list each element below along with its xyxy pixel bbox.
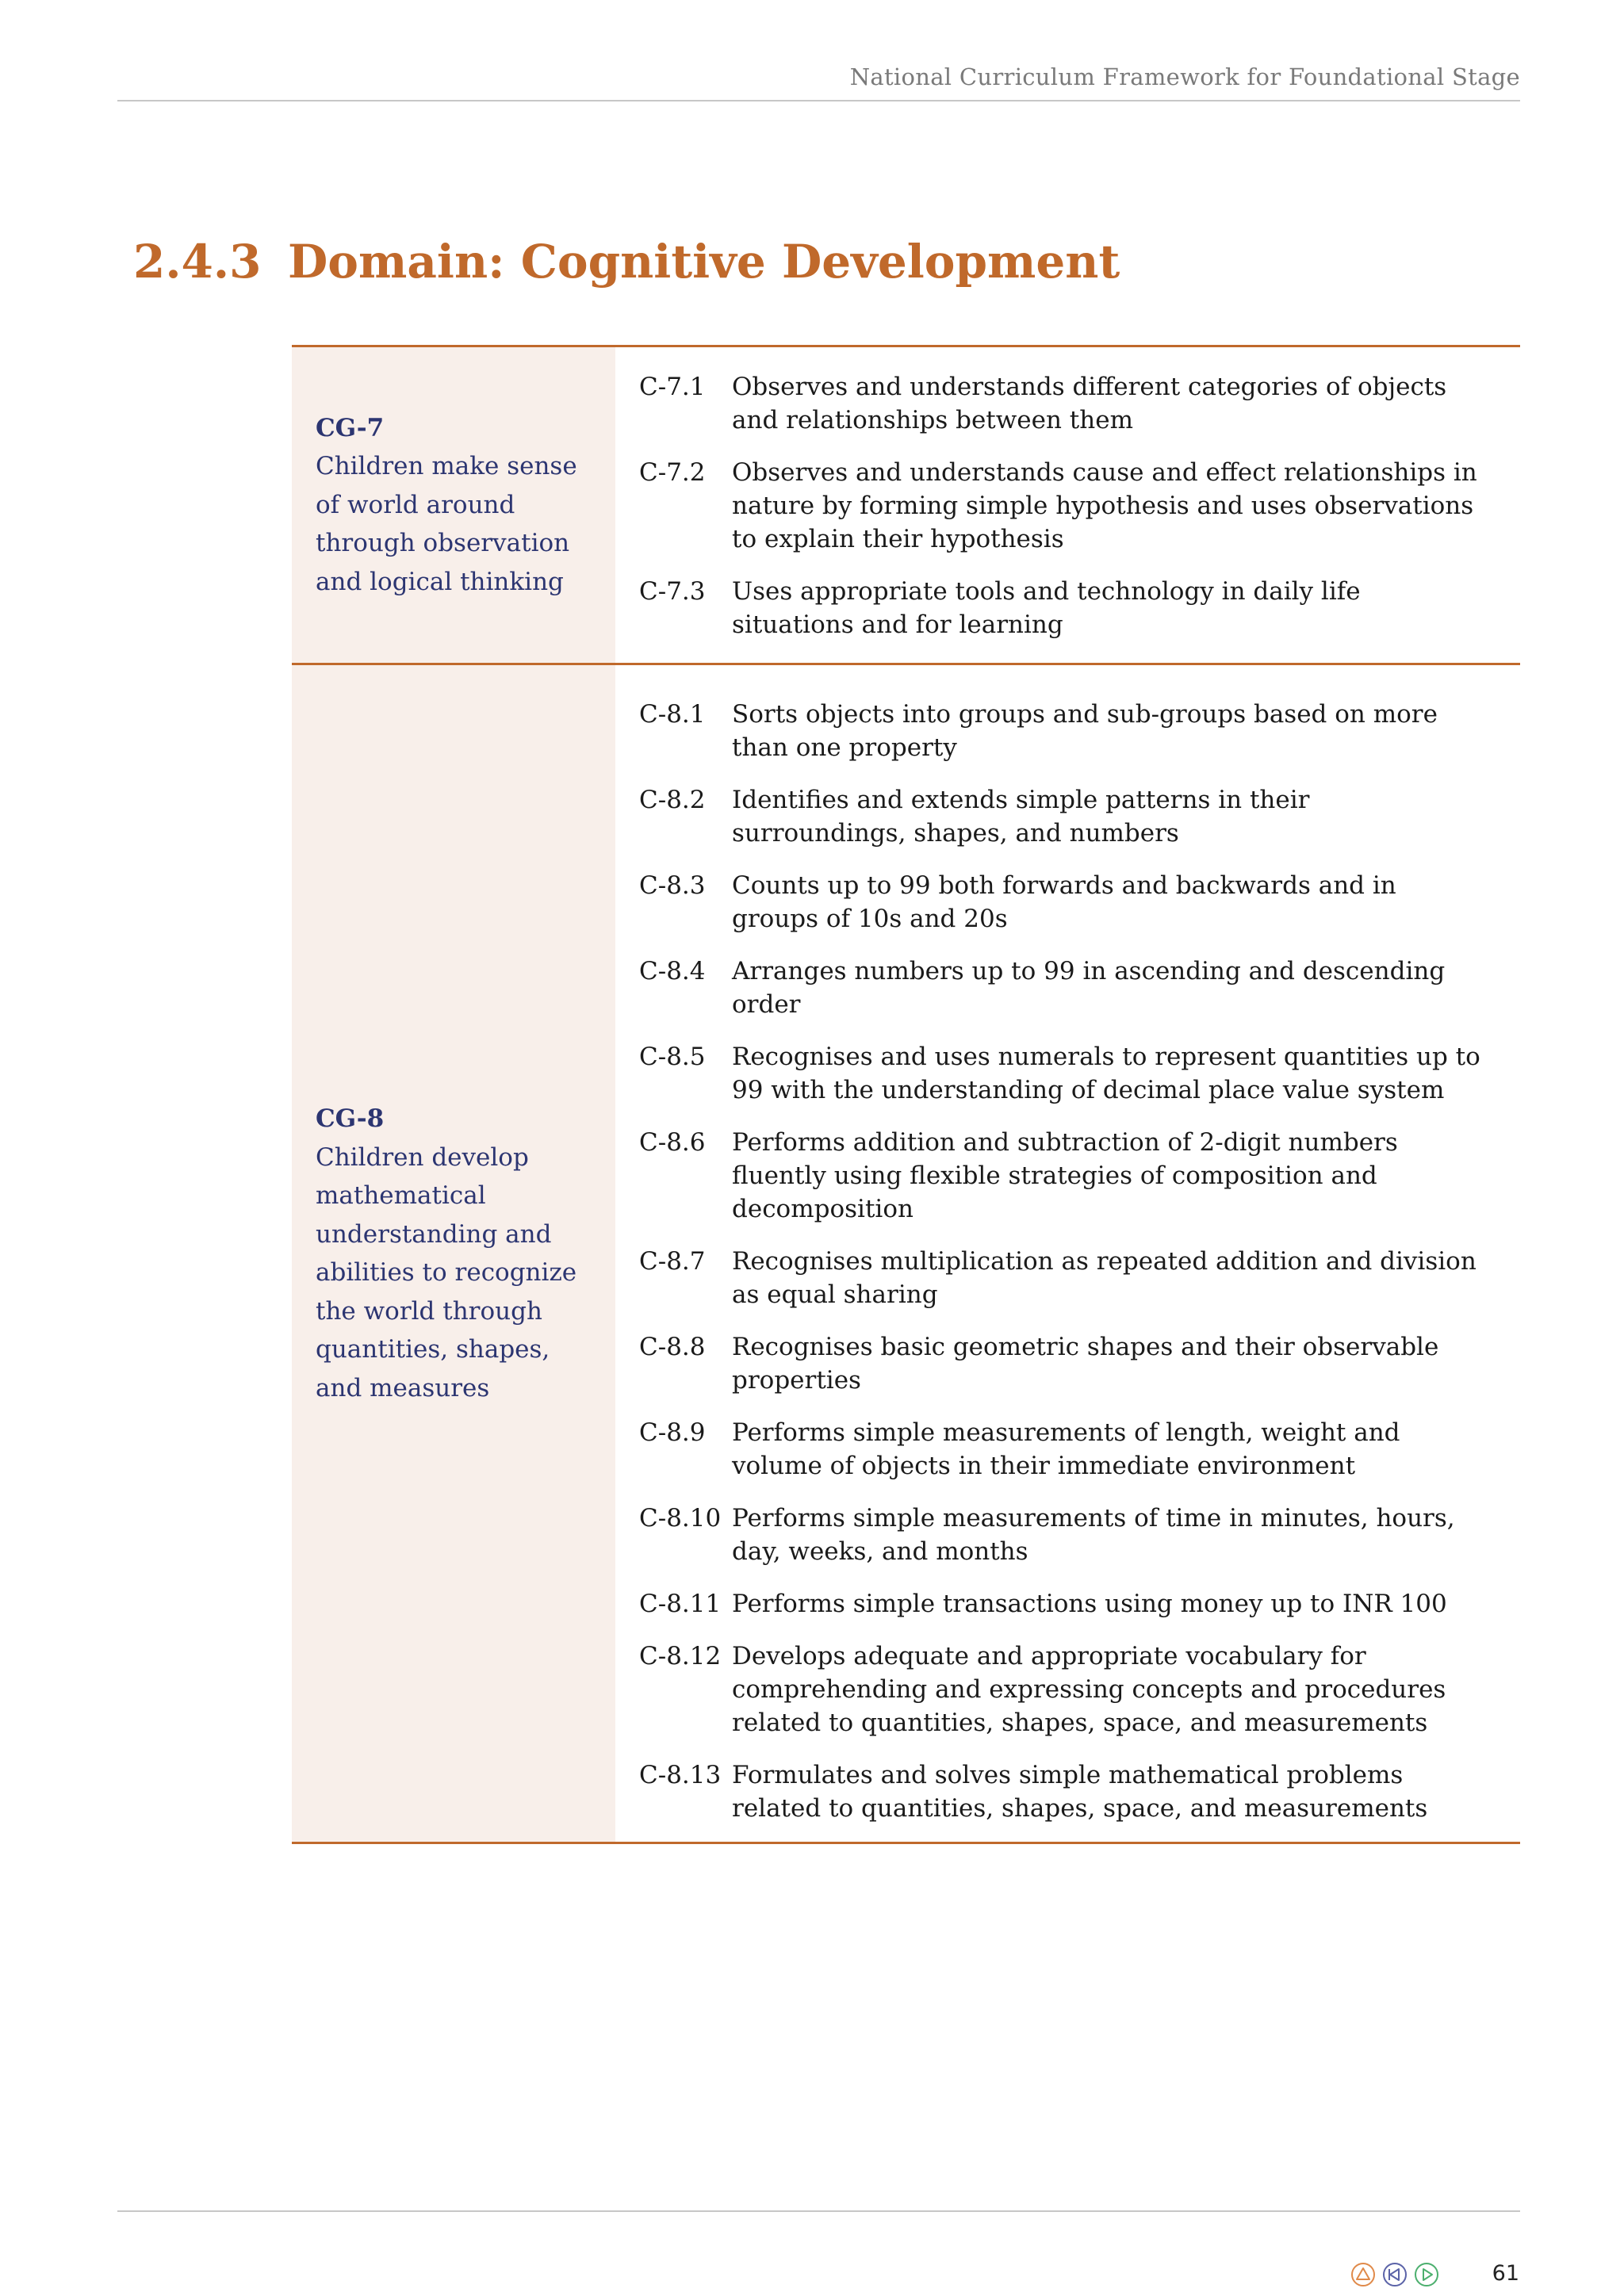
competency-item bbox=[639, 1330, 1520, 1397]
competency-text: Identifies and extends simple patterns in their surroundings, shapes, and numbers bbox=[732, 786, 1310, 848]
competency-text: Recognises and uses numerals to represent quantities up to 99 with the understanding of decimal place value system bbox=[732, 1043, 1480, 1104]
competency-code: C-8.2 bbox=[639, 786, 706, 814]
goal-text-line: Children develop bbox=[316, 1142, 529, 1172]
competency-text: Observes and understands cause and effect relationships in nature by forming simple hypothesis and uses observations to explain their hypothesis bbox=[732, 458, 1477, 553]
competency-item bbox=[639, 1416, 1520, 1483]
goal-text-line: and measures bbox=[316, 1373, 490, 1402]
goal-text-line: of world around bbox=[316, 490, 515, 519]
competency-code: C-8.5 bbox=[639, 1043, 706, 1071]
competency-code: C-7.1 bbox=[639, 373, 706, 401]
competency-item bbox=[639, 456, 1520, 556]
competency-text: Develops adequate and appropriate vocabulary for comprehending and expressing concepts and procedures related to quantities, shapes, space, and measurements bbox=[732, 1642, 1446, 1737]
competency-item bbox=[639, 783, 1520, 850]
goal-text-line: quantities, shapes, bbox=[316, 1335, 550, 1364]
competency-text: Uses appropriate tools and technology in daily life situations and for learning bbox=[732, 577, 1361, 639]
competency-item bbox=[639, 1040, 1520, 1107]
competency-text: Recognises basic geometric shapes and their observable properties bbox=[732, 1333, 1439, 1395]
competency-item bbox=[639, 1126, 1520, 1226]
running-title: National Curriculum Framework for Foundational Stage bbox=[849, 63, 1520, 90]
competency-text: Recognises multiplication as repeated addition and division as equal sharing bbox=[732, 1247, 1477, 1309]
competency-code: C-8.11 bbox=[639, 1590, 722, 1618]
competency-code: C-8.6 bbox=[639, 1128, 706, 1157]
competency-code: C-8.4 bbox=[639, 957, 706, 985]
section-heading bbox=[133, 235, 1120, 289]
goal-cell bbox=[292, 665, 615, 1842]
competency-item bbox=[639, 1640, 1520, 1739]
competency-item bbox=[639, 955, 1520, 1021]
goal-text-line: and logical thinking bbox=[316, 567, 564, 596]
competency-code: C-8.8 bbox=[639, 1333, 706, 1361]
competency-code: C-8.1 bbox=[639, 700, 706, 729]
competency-code: C-8.7 bbox=[639, 1247, 706, 1276]
goal-code: CG-7 bbox=[316, 413, 385, 442]
competency-text: Sorts objects into groups and sub-groups based on more than one property bbox=[732, 700, 1438, 762]
competency-text: Performs simple transactions using money up to INR 100 bbox=[732, 1590, 1447, 1618]
goal-text-line: through observation bbox=[316, 529, 570, 558]
competency-code: C-7.2 bbox=[639, 458, 706, 487]
competency-item bbox=[639, 869, 1520, 936]
goal-text-line: mathematical bbox=[316, 1181, 486, 1210]
competency-text: Arranges numbers up to 99 in ascending and descending order bbox=[732, 957, 1446, 1019]
competency-text: Formulates and solves simple mathematical problems related to quantities, shapes, space, and measurements bbox=[732, 1761, 1428, 1823]
goal-text-line: Children make sense bbox=[316, 452, 577, 481]
competency-text: Performs simple measurements of length, weight and volume of objects in their immediate environment bbox=[732, 1418, 1400, 1480]
section-number: 2.4.3 bbox=[133, 235, 262, 289]
competency-code: C-8.13 bbox=[639, 1761, 722, 1789]
competency-code: C-8.10 bbox=[639, 1504, 722, 1533]
competency-code: C-8.3 bbox=[639, 871, 706, 900]
section-title: Domain: Cognitive Development bbox=[288, 235, 1120, 289]
back-arrow-icon bbox=[1382, 2262, 1408, 2287]
goal-code: CG-8 bbox=[316, 1104, 385, 1133]
competency-code: C-7.3 bbox=[639, 577, 706, 606]
competency-code: C-8.12 bbox=[639, 1642, 722, 1670]
footer-icons bbox=[1350, 2262, 1439, 2287]
goal-text-line: the world through bbox=[316, 1296, 542, 1326]
curricular-goals-table bbox=[292, 345, 1520, 1844]
goal-row-cg-7 bbox=[292, 347, 1520, 663]
competency-code: C-8.9 bbox=[639, 1418, 706, 1447]
competency-item bbox=[639, 370, 1520, 437]
goal-cell bbox=[292, 347, 615, 663]
goal-text-line: abilities to recognize bbox=[316, 1258, 577, 1287]
running-header bbox=[117, 63, 1520, 101]
competency-item bbox=[639, 575, 1520, 641]
page-number: 61 bbox=[1492, 2261, 1519, 2286]
competency-list bbox=[615, 347, 1520, 663]
competency-text: Performs addition and subtraction of 2-digit numbers fluently using flexible strategies of composition and decomposition bbox=[732, 1128, 1398, 1223]
goal-text-line: understanding and bbox=[316, 1219, 552, 1249]
footer-rule bbox=[117, 2210, 1520, 2212]
competency-text: Observes and understands different categories of objects and relationships between them bbox=[732, 373, 1447, 434]
competency-text: Counts up to 99 both forwards and backwards and in groups of 10s and 20s bbox=[732, 871, 1396, 933]
competency-text: Performs simple measurements of time in minutes, hours, day, weeks, and months bbox=[732, 1504, 1455, 1566]
goal-row-cg-8 bbox=[292, 663, 1520, 1842]
competency-item bbox=[639, 1245, 1520, 1311]
competency-item bbox=[639, 1587, 1520, 1621]
competency-item bbox=[639, 698, 1520, 764]
triangle-icon bbox=[1350, 2262, 1376, 2287]
competency-item bbox=[639, 1502, 1520, 1568]
play-icon bbox=[1414, 2262, 1439, 2287]
competency-list bbox=[615, 665, 1520, 1842]
competency-item bbox=[639, 1758, 1520, 1825]
